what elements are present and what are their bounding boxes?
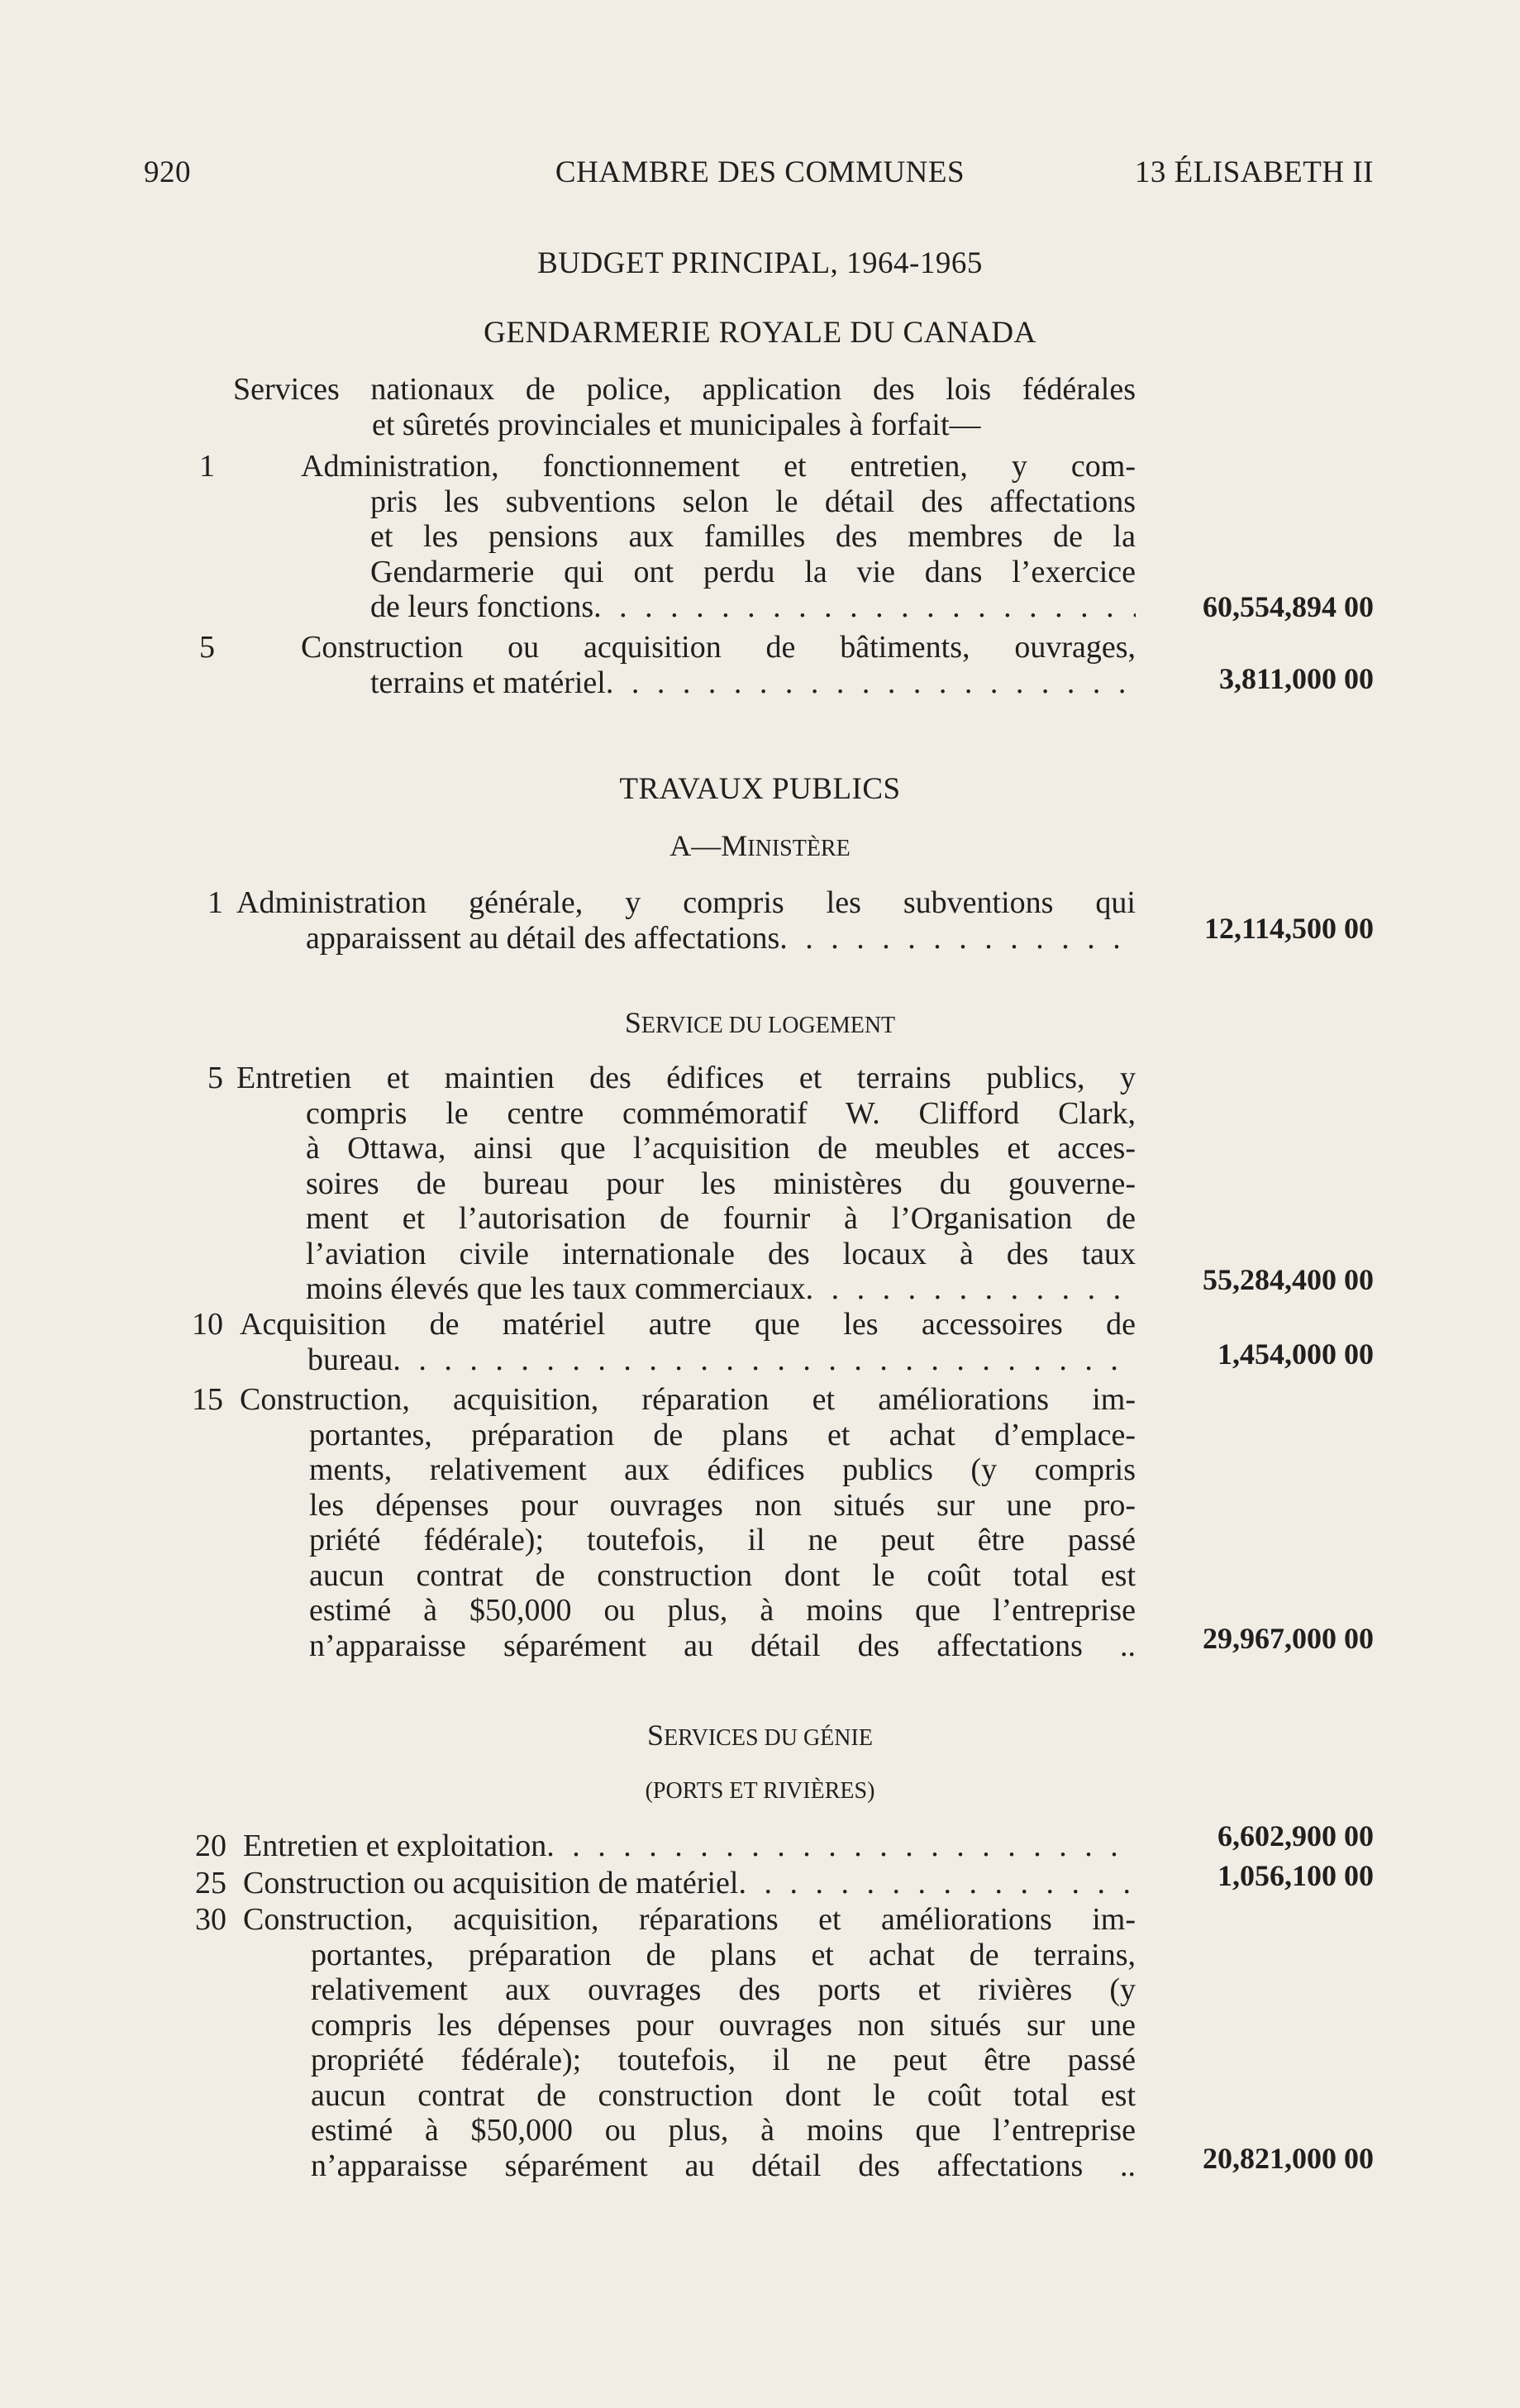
item-leader-line: de leurs fonctions . . . (370, 589, 1136, 625)
item-line: compris le centre commémoratif W. Clifford Clark, (306, 1095, 1136, 1131)
item-number: 20 (195, 1829, 226, 1863)
item-leader-line: moins élevés que les taux commerciaux . . . (306, 1271, 1136, 1307)
item-line: n’apparaisse séparément au détail des affectations .. (311, 2148, 1136, 2183)
tp-item-30 (243, 1902, 1136, 1938)
item-number: 1 (207, 885, 223, 920)
running-title: CHAMBRE DES COMMUNES (555, 155, 965, 189)
tp-item-15 (240, 1382, 1136, 1418)
genie-heading: SERVICES DU GÉNIE (647, 1719, 873, 1752)
item-line: priété fédérale); toutefois, il ne peut être passé (309, 1523, 1136, 1557)
item-number: 10 (192, 1307, 223, 1342)
grc-item-1 (301, 449, 1136, 484)
tp-item-1 (236, 885, 1136, 921)
item-leader-line: bureau . . . (307, 1342, 1136, 1378)
item-leader-line: terrains et matériel . . . (370, 665, 1136, 701)
item-line: soires de bureau pour les ministères du gouverne- (306, 1166, 1136, 1201)
item-leader-line: Construction ou acquisition de matériel . . . (243, 1866, 1136, 1901)
tp-item-20 (243, 1829, 1136, 1864)
tp-item-1-cont (306, 921, 1136, 956)
item-line: Administration, fonctionnement et entretien, y com- (301, 449, 1136, 484)
grc-intro-line: et sûretés provinciales et municipales à forfait— (372, 407, 981, 442)
grc-item-1-cont (370, 484, 1136, 625)
item-line: Gendarmerie qui ont perdu la vie dans l’exercice (370, 554, 1136, 589)
tp-heading: TRAVAUX PUBLICS (619, 772, 901, 806)
item-amount: 6,602,900 00 (1217, 1819, 1374, 1852)
item-line: Construction, acquisition, réparations et améliorations im- (243, 1902, 1136, 1937)
grc-heading: GENDARMERIE ROYALE DU CANADA (484, 316, 1036, 350)
tp-item-5-cont (306, 1096, 1136, 1307)
grc-item-5 (301, 630, 1136, 665)
grc-intro (233, 372, 1136, 442)
tp-item-25 (243, 1866, 1136, 1901)
item-amount: 12,114,500 00 (1203, 912, 1374, 945)
item-line: les dépenses pour ouvrages non situés sur une pro- (309, 1487, 1136, 1523)
item-number: 1 (199, 449, 215, 484)
item-line: Administration générale, y compris les subventions qui (236, 885, 1136, 920)
item-amount: 29,967,000 00 (1203, 1622, 1374, 1655)
item-amount: 3,811,000 00 (1218, 662, 1374, 695)
item-line: ment et l’autorisation de fournir à l’Organisation de (306, 1201, 1136, 1236)
item-line: pris les subventions selon le détail des affectations (370, 484, 1136, 519)
tp-item-10-cont (307, 1342, 1136, 1378)
tp-item-30-cont (311, 1938, 1136, 2184)
item-line: portantes, préparation de plans et achat de terrains, (311, 1937, 1136, 1972)
item-line: l’aviation civile internationale des locaux à des taux (306, 1236, 1136, 1271)
session-label: 13 ÉLISABETH II (1134, 155, 1374, 189)
item-number: 25 (195, 1866, 226, 1900)
item-amount: 1,056,100 00 (1217, 1859, 1374, 1892)
item-line: à Ottawa, ainsi que l’acquisition de meubles et acces- (306, 1131, 1136, 1166)
item-line: ments, relativement aux édifices publics (y compris (309, 1452, 1136, 1487)
item-line: et les pensions aux familles des membres de la (370, 519, 1136, 554)
item-number: 30 (195, 1902, 226, 1937)
item-leader-line: Entretien et exploitation . . . (243, 1829, 1136, 1864)
tp-item-5 (236, 1061, 1136, 1096)
item-line: estimé à $50,000 ou plus, à moins que l’entreprise (311, 2113, 1136, 2148)
genie-subheading: (PORTS ET RIVIÈRES) (645, 1778, 875, 1804)
grc-intro-line: Services nationaux de police, application des lois fédérales (233, 372, 1136, 407)
item-line: portantes, préparation de plans et achat d’emplace- (309, 1417, 1136, 1452)
item-amount: 20,821,000 00 (1203, 2142, 1374, 2175)
item-line: estimé à $50,000 ou plus, à moins que l’entreprise (309, 1593, 1136, 1628)
ministere-heading: A—MINISTÈRE (669, 829, 851, 862)
item-line: aucun contrat de construction dont le coût total est (311, 2077, 1136, 2113)
item-line: Construction ou acquisition de bâtiments, ouvrages, (301, 630, 1136, 665)
item-number: 15 (192, 1382, 223, 1417)
item-number: 5 (207, 1061, 223, 1095)
item-line: Entretien et maintien des édifices et terrains publics, y (236, 1061, 1136, 1095)
tp-item-10 (240, 1307, 1136, 1342)
item-line: n’apparaisse séparément au détail des affectations .. (309, 1628, 1136, 1663)
item-line: aucun contrat de construction dont le coût total est (309, 1557, 1136, 1593)
tp-item-15-cont (309, 1418, 1136, 1664)
budget-title: BUDGET PRINCIPAL, 1964-1965 (537, 246, 983, 280)
item-number: 5 (199, 630, 215, 665)
item-line: Acquisition de matériel autre que les accessoires de (240, 1307, 1136, 1342)
item-leader-line: apparaissent au détail des affectations . . . (306, 921, 1136, 956)
item-amount: 1,454,000 00 (1217, 1338, 1374, 1371)
grc-item-5-cont (370, 665, 1136, 701)
item-amount: 60,554,894 00 (1203, 590, 1374, 623)
item-line: propriété fédérale); toutefois, il ne peut être passé (311, 2043, 1136, 2077)
logement-heading: SERVICE DU LOGEMENT (624, 1006, 896, 1039)
page-number: 920 (144, 155, 191, 189)
item-amount: 55,284,400 00 (1203, 1263, 1374, 1296)
item-line: Construction, acquisition, réparation et améliorations im- (240, 1382, 1136, 1417)
item-line: compris les dépenses pour ouvrages non situés sur une (311, 2007, 1136, 2043)
item-line: relativement aux ouvrages des ports et rivières (y (311, 1972, 1136, 2007)
